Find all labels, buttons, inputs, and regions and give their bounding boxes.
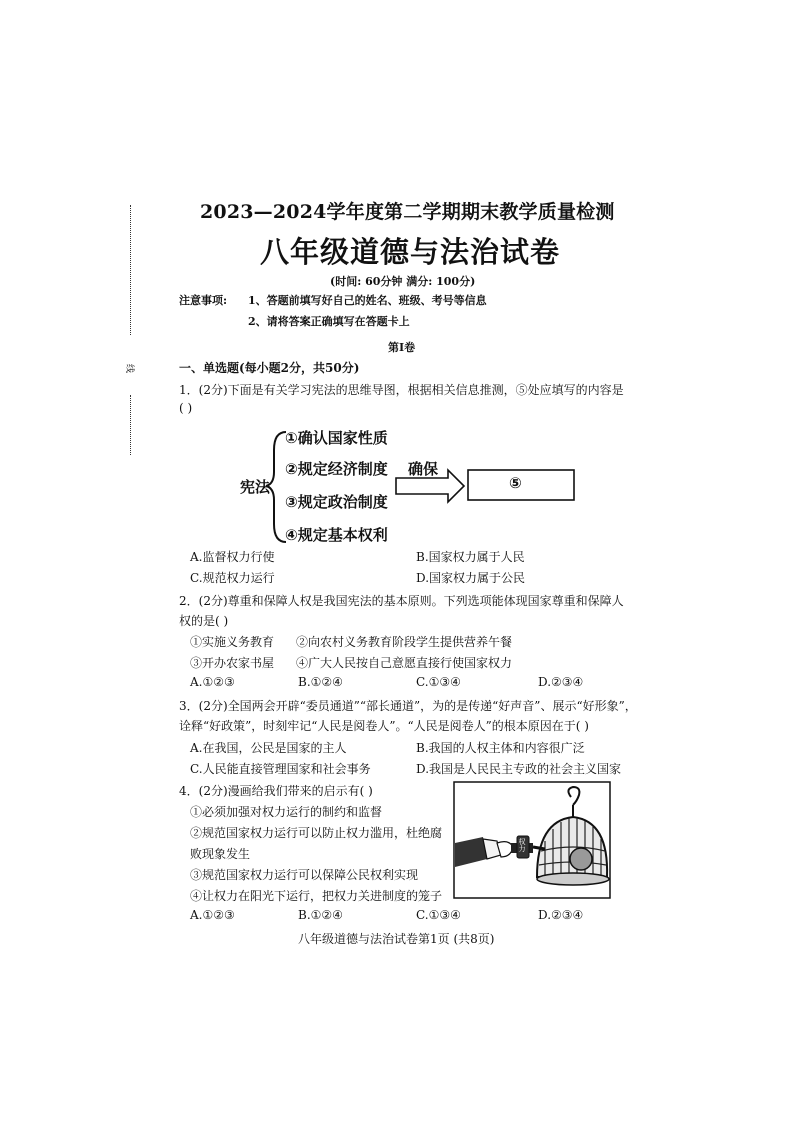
- q2-option-c[interactable]: C.①③④: [416, 675, 461, 689]
- q2-option-b[interactable]: B.①②④: [298, 675, 343, 689]
- q2-option-d[interactable]: D.②③④: [538, 675, 584, 689]
- mind-map-branch-1: ①确认国家性质: [285, 429, 388, 447]
- page-footer: 八年级道德与法治试卷第1页 (共8页): [298, 932, 495, 946]
- q2-option-a[interactable]: A.①②③: [190, 675, 235, 689]
- notice-item-1: 1、答题前填写好自己的姓名、班级、考号等信息: [248, 294, 487, 307]
- cartoon-key-label: 权力: [518, 838, 526, 852]
- mind-map-root: 宪法: [240, 478, 271, 496]
- q2-item-2: ②向农村义务教育阶段学生提供营养午餐: [296, 635, 513, 649]
- q1-mind-map: [230, 420, 600, 550]
- q1-stem: 1．(2分)下面是有关学习宪法的思维导图，根据相关信息推测，⑤处应填写的内容是: [179, 383, 624, 397]
- q3-option-d[interactable]: D.我国是人民民主专政的社会主义国家: [416, 762, 622, 776]
- q4-item-1: ①必须加强对权力运行的制约和监督: [190, 805, 383, 819]
- notice-item-2: 2、请将答案正确填写在答题卡上: [248, 315, 410, 328]
- q4-option-c[interactable]: C.①③④: [416, 908, 461, 922]
- q1-option-a[interactable]: A.监督权力行使: [190, 550, 275, 564]
- q1-option-c[interactable]: C.规范权力运行: [190, 571, 275, 585]
- exam-subject-title: 八年级道德与法治试卷: [260, 235, 561, 269]
- q4-item-3: ③规范国家权力运行可以保障公民权利实现: [190, 868, 419, 882]
- exam-title: 2023—2024学年度第二学期期末教学质量检测: [200, 201, 615, 223]
- q1-option-d[interactable]: D.国家权力属于公民: [416, 571, 526, 585]
- q2-item-3: ③开办农家书屋: [190, 656, 275, 670]
- mind-map-branch-2: ②规定经济制度: [285, 460, 388, 478]
- q4-option-a[interactable]: A.①②③: [190, 908, 235, 922]
- q3-stem-line-1: 3．(2分)全国两会开辟“委员通道”“部长通道”，为的是传递“好声音”、展示“好形象”，: [179, 699, 637, 713]
- q3-option-b[interactable]: B.我国的人权主体和内容很广泛: [416, 741, 585, 755]
- mind-map-branch-4: ④规定基本权利: [285, 526, 388, 544]
- q4-item-4: ④让权力在阳光下运行，把权力关进制度的笼子: [190, 889, 443, 903]
- notice-label: 注意事项:: [179, 294, 228, 307]
- q3-option-a[interactable]: A.在我国，公民是国家的主人: [190, 741, 347, 755]
- q4-item-2-cont: 败现象发生: [190, 847, 251, 861]
- q4-option-b[interactable]: B.①②④: [298, 908, 343, 922]
- part-label: 第I卷: [388, 341, 416, 354]
- q1-option-b[interactable]: B.国家权力属于人民: [416, 550, 525, 564]
- binding-dotted-line-bottom: [130, 395, 131, 455]
- mind-map-branch-3: ③规定政治制度: [285, 493, 388, 511]
- q2-item-1: ①实施义务教育: [190, 635, 275, 649]
- q2-stem-line-2: 权的是( ): [179, 614, 229, 628]
- section-title: 一、单选题(每小题2分，共50分): [179, 361, 360, 375]
- q3-option-c[interactable]: C.人民能直接管理国家和社会事务: [190, 762, 371, 776]
- q4-option-d[interactable]: D.②③④: [538, 908, 584, 922]
- q1-answer-blank: ( ): [179, 401, 193, 415]
- q4-cartoon: [453, 781, 611, 899]
- q2-stem-line-1: 2．(2分)尊重和保障人权是我国宪法的基本原则。下列选项能体现国家尊重和保障人: [179, 594, 624, 608]
- exam-time-score: (时间: 60分钟 满分: 100分): [330, 275, 476, 288]
- q2-item-4: ④广大人民按自己意愿直接行使国家权力: [296, 656, 513, 670]
- binding-dotted-line-top: [130, 205, 131, 335]
- binding-line-char: 线: [124, 363, 135, 374]
- mind-map-arrow-label: 确保: [408, 460, 439, 478]
- mind-map-target: ⑤: [509, 474, 522, 492]
- q4-stem: 4．(2分)漫画给我们带来的启示有( ): [179, 784, 373, 798]
- q3-stem-line-2: 诠释“好政策”，时刻牢记“人民是阅卷人”。“人民是阅卷人”的根本原因在于( ): [179, 719, 589, 733]
- q4-item-2: ②规范国家权力运行可以防止权力滥用，杜绝腐: [190, 826, 443, 840]
